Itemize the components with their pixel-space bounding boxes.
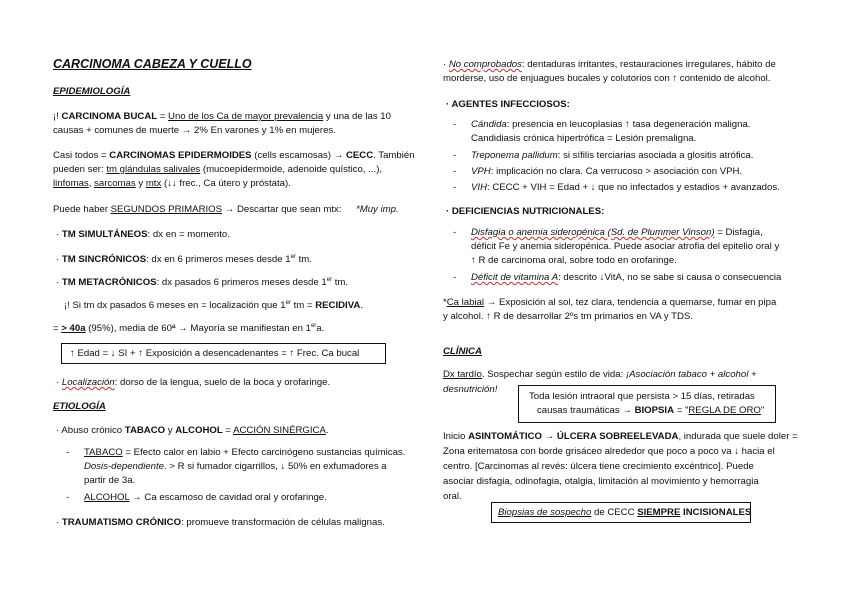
text: y: [165, 425, 176, 436]
text: y: [135, 178, 146, 189]
text: = Disfagia,: [714, 227, 763, 238]
text: ·: [56, 254, 62, 266]
dash-bullet: -: [453, 272, 457, 283]
paragraph-abuso: [56, 424, 329, 437]
text: : promueve transformación de células malignas.: [181, 517, 385, 528]
dash-bullet: -: [66, 447, 70, 458]
text-line: desnutrición!: [443, 384, 498, 395]
term-dx-tardio: Dx tardío: [443, 369, 482, 380]
term-cecc: CECC: [345, 150, 374, 161]
text: Casi todos =: [53, 150, 110, 161]
superscript: er: [285, 300, 291, 306]
text: (↓↓ frec., Ca útero y próstata).: [161, 178, 291, 189]
text: causas traumáticas →: [537, 405, 635, 416]
text: → Exposición al sol, tez clara, tendencia a quemarse, fumar en pipa: [484, 297, 777, 308]
text: =: [157, 111, 169, 122]
term-alcohol: ALCOHOL: [84, 492, 130, 503]
term-candida: Cándida: [471, 119, 507, 130]
text: ·: [56, 517, 62, 528]
text: = Efecto calor en labio + Efecto carcinógeno sustancias químicas.: [122, 447, 406, 458]
text: ·: [56, 277, 62, 289]
term-edad: > 40a: [61, 323, 86, 335]
text: : dorso de la lengua, suelo de la boca y orofaringe.: [114, 377, 331, 388]
section-heading-clinica: CLÍNICA: [443, 346, 482, 357]
dash-bullet: -: [453, 182, 457, 193]
term-alcohol: ALCOHOL: [175, 425, 223, 436]
text: : dx en = momento.: [147, 229, 230, 240]
superscript: er: [290, 254, 296, 260]
text: : implicación no clara. Ca verrucoso > asociación con VPH.: [490, 166, 743, 177]
text-underlined: sarcomas: [94, 178, 136, 189]
term-biopsias-sospecha: Biopsias de sospecho: [498, 507, 592, 518]
list-item-disfagia: [471, 226, 763, 239]
text-underlined: Uno de los Ca de mayor prevalencia: [168, 111, 324, 122]
list-item-vitamina-a: [471, 271, 781, 284]
paragraph-segundos-primarios: [53, 203, 341, 216]
term-dosis-dependiente: Dosis-dependiente: [84, 461, 165, 472]
text-line: oral.: [443, 491, 462, 502]
callout-text: Toda lesión intraoral que persista > 15 días, retiradas: [529, 391, 755, 402]
text: de CECC: [591, 507, 638, 518]
term-biopsia: BIOPSIA: [634, 405, 675, 416]
dash-bullet: -: [453, 119, 457, 130]
callout-text: [537, 404, 764, 417]
text-underlined: SEGUNDOS PRIMARIOS: [110, 204, 223, 215]
text: : dentaduras irritantes, restauraciones irregulares, hábito de: [521, 59, 776, 70]
text: : si sífilis terciarias asociada a glositis atrófica.: [557, 150, 754, 161]
paragraph-no-comprobados: [443, 58, 776, 71]
term-no-comprobados: No comprobados: [448, 59, 522, 70]
text: ·: [56, 377, 62, 388]
text-line: causas + comunes de muerte → 2% En varones y 1% en mujeres.: [53, 125, 336, 136]
term-incisionales: INCISIONALES: [680, 507, 752, 518]
text: Puede haber: [53, 204, 111, 215]
warning-mark: ¡!: [53, 111, 62, 122]
text: tm.: [332, 277, 349, 289]
term: TM SINCRÓNICOS: [61, 254, 147, 266]
dash-bullet: -: [453, 227, 457, 238]
text: ·: [443, 59, 449, 70]
list-item-candida: [471, 118, 750, 131]
note-recidiva: [64, 297, 363, 312]
term-tabaco: TABACO: [84, 447, 123, 458]
section-heading-etiologia: ETIOLOGÍA: [53, 401, 106, 412]
term-vih: VIH: [471, 182, 487, 193]
text: : dx pasados 6 primeros meses desde 1: [156, 277, 327, 289]
callout-box-biopsia: [518, 385, 776, 423]
callout-text: ↑ Edad = ↓ SI + ↑ Exposición a desencadenantes = ↑ Frec. Ca bucal: [70, 348, 360, 359]
text-line: ↑ R de carcinoma oral, sobre todo en orofaringe.: [471, 255, 677, 266]
list-item-tm-simultaneos: [56, 228, 230, 241]
text: *: [443, 297, 447, 308]
text: .: [360, 300, 363, 312]
term-ulcera: ÚLCERA SOBREELEVADA: [556, 431, 679, 442]
list-item-tm-metacronicos: [56, 274, 348, 289]
list-item-tabaco: [84, 446, 405, 459]
dash-bullet: -: [453, 166, 457, 177]
text: → Ca escamoso de cavidad oral y orofaringe.: [129, 492, 327, 503]
text-italic: ¡Asociación tabaco + alcohol +: [625, 369, 757, 380]
text-underlined: linfomas: [53, 178, 89, 189]
text: =: [53, 323, 62, 335]
text-underlined: ACCIÓN SINÉRGICA: [233, 425, 326, 436]
term-traumatismo: TRAUMATISMO CRÓNICO: [61, 517, 182, 528]
text: → Descartar que sean mtx:: [222, 204, 342, 215]
text: y una de las 10: [323, 111, 391, 122]
text: ·: [56, 229, 62, 240]
text: : descrito ↓VitA, no se sabe si causa o consecuencia: [558, 272, 782, 283]
text-line: morderse, uso de enjuagues bucales y colutorios con ↑ contenido de alcohol.: [443, 73, 771, 84]
term-ca-labial: Ca labial: [446, 297, 485, 308]
list-item-vih: [471, 181, 780, 194]
text: · Abuso crónico: [56, 425, 125, 436]
subheading-agentes-infecciosos: · AGENTES INFECCIOSOS:: [446, 99, 570, 110]
term-localizacion: Localización: [61, 377, 115, 388]
term-recidiva: RECIDIVA: [315, 300, 361, 312]
text: =: [222, 425, 234, 436]
callout-box-incisionales: [491, 502, 751, 523]
text: (95%), media de 60ª → Mayoría se manifiestan en 1: [85, 323, 311, 335]
text: : presencia en leucoplasias ↑ tasa degeneración maligna.: [506, 119, 751, 130]
text-line: asociar disfagia, odinofagia, otalgia, limitación al movimiento y hemorragia: [443, 476, 759, 487]
text: . > R si fumador cigarrillos, ↓ 50% en exfumadores a: [164, 461, 387, 472]
text-line: déficit Fe y anemia sideropénica. Puede asociar atrofia del epitelio oral y: [471, 241, 780, 252]
text: , indurada que suele doler =: [678, 431, 798, 442]
term: TM METACRÓNICOS: [61, 277, 157, 289]
dash-bullet: -: [453, 150, 457, 161]
term-asintomatico: ASINTOMÁTICO: [468, 431, 542, 442]
text-line: centro. [Carcinomas al revés: úlcera tiene crecimiento excéntrico]. Puede: [443, 461, 754, 472]
term: TM SIMULTÁNEOS: [61, 229, 148, 240]
text: .: [325, 425, 329, 436]
term-regla-de-oro: REGLA DE ORO: [688, 405, 761, 416]
paragraph-localizacion: [56, 376, 330, 389]
term-vph: VPH: [471, 166, 491, 177]
text: = ": [674, 405, 689, 416]
text: ,: [88, 178, 95, 189]
text-line: Candidiasis crónica hipertrófica = Lesión premaligna.: [471, 133, 697, 144]
note-muy-importante: *Muy imp.: [356, 204, 399, 215]
list-item-vph: [471, 165, 742, 178]
text-underlined: tm glándulas salivales: [106, 164, 201, 175]
text: a.: [316, 323, 325, 335]
callout-box-edad: [61, 343, 386, 364]
paragraph-dx-tardio: [443, 368, 757, 381]
text: pueden ser:: [53, 164, 107, 175]
list-item-treponema: [471, 149, 753, 162]
paragraph-edad: [53, 320, 324, 335]
term-tabaco: TABACO: [124, 425, 166, 436]
subheading-deficiencias: · DEFICIENCIAS NUTRICIONALES:: [446, 206, 605, 217]
term-treponema: Treponema pallidum: [471, 150, 558, 161]
text: : dx en 6 primeros meses desde 1: [146, 254, 291, 266]
callout-text: [498, 506, 751, 519]
term-carcinomas-epidermoides: CARCINOMAS EPIDERMOIDES: [109, 150, 252, 161]
term-deficit-vitamina-a: Déficit de vitamina A: [471, 272, 559, 283]
list-item-alcohol: [84, 491, 327, 504]
text: ": [760, 405, 765, 416]
page-title: CARCINOMA CABEZA Y CUELLO: [53, 57, 252, 71]
text: →: [541, 431, 557, 442]
superscript: er: [310, 323, 317, 329]
superscript: er: [326, 277, 333, 283]
text: . Sospechar según estilo de vida:: [481, 369, 626, 380]
text: Inicio: [443, 431, 469, 442]
text: (mucoepidermoide, adenoide quístico, ...),: [200, 164, 383, 175]
text: (cells escamosas) →: [251, 150, 346, 161]
text: ¡! Si tm dx pasados 6 meses en = localización que 1: [64, 300, 286, 312]
section-heading-epidemiologia: EPIDEMIOLOGÍA: [53, 86, 131, 97]
text: tm.: [295, 254, 312, 266]
text: : CECC + VIH = Edad + ↓ que no infectados y estadios + avanzados.: [487, 182, 780, 193]
dash-bullet: -: [66, 492, 70, 503]
paragraph-ca-labial: [443, 296, 776, 309]
term-siempre: SIEMPRE: [637, 507, 681, 518]
text-line: Zona eritematosa con borde grisáceo alrededor que poco a poco va ↓ hacia el: [443, 446, 775, 457]
term-plummer-vinson: Disfagia o anemia sideropénica (Sd. de Plummer Vinson): [471, 227, 715, 238]
paragraph-traumatismo: [56, 516, 385, 529]
list-item-tm-sincronicos: [56, 251, 312, 266]
paragraph-inicio: [443, 430, 798, 443]
term-carcinoma-bucal: CARCINOMA BUCAL: [61, 111, 158, 122]
text-line: y alcohol. ↑ R de desarrollar 2ºs tm primarios en VA y TDS.: [443, 311, 694, 322]
text: . También: [373, 150, 415, 161]
text: tm =: [290, 300, 316, 312]
text-underlined: mtx: [145, 178, 162, 189]
text-line: partir de 3a.: [84, 475, 136, 486]
